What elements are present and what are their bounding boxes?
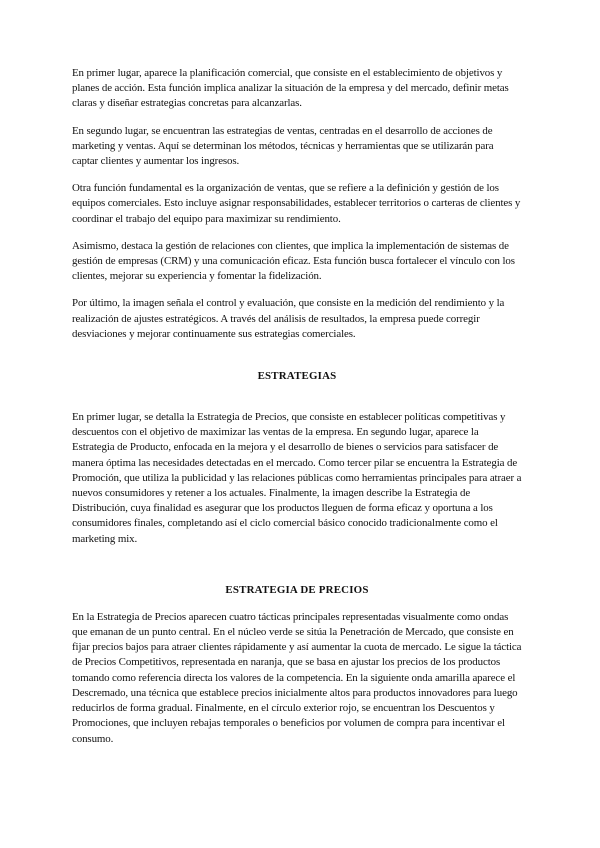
heading-estrategia-precios: ESTRATEGIA DE PRECIOS — [225, 583, 369, 596]
paragraph-gestion-clientes: Asimismo, destaca la gestión de relaciones con clientes, que implica la implementación de sistemas de gestión de empresas (CRM) y una comunicación eficaz. Esta función busca fortalecer el vínculo con los clientes, mejorar su experiencia y fomentar la fidelización. — [72, 239, 515, 283]
paragraph-estrategias-ventas: En segundo lugar, se encuentran las estrategias de ventas, centradas en el desarrollo de acciones de marketing y ventas. Aquí se determinan los métodos, técnicas y herramientas que se utilizarán para captar clientes y aumentar los ingresos. — [72, 124, 494, 168]
paragraph-estrategia-precios: En la Estrategia de Precios aparecen cuatro tácticas principales representadas visualmente como ondas que emanan de un punto central. En el núcleo verde se sitúa la Penetración de Mercado, que consiste en fijar precios bajos para atraer clientes rápidamente y así aumentar la cuota de mercado. Le sigue la táctica de Precios Competitivos, representada en naranja, que se basa en ajustar los precios de los productos tomando como referencia directa los valores de la competencia. En la siguiente onda amarilla aparece el Descremado, una técnica que establece precios inicialmente altos para productos innovadores para luego reducirlos de forma gradual. Finalmente, en el círculo exterior rojo, se encuentran los Descuentos y Promociones, que incluyen rebajas temporales o beneficios por volumen de compra para incentivar el consumo. — [72, 610, 522, 745]
paragraph-organizacion-ventas: Otra función fundamental es la organización de ventas, que se refiere a la definición y gestión de los equipos comerciales. Esto incluye asignar responsabilidades, establecer territorios o carteras de clientes y coordinar el trabajo del equipo para maximizar su rendimiento. — [72, 182, 521, 225]
heading-estrategias: ESTRATEGIAS — [257, 370, 337, 383]
paragraph-estrategias: En primer lugar, se detalla la Estrategia de Precios, que consiste en establecer políticas competitivas y descuentos con el objetivo de maximizar las ventas de la empresa. En segundo lugar, aparece la Estrategia de Producto, enfocada en la mejora y el desarrollo de bienes o servicios para satisfacer de manera óptima las necesidades detectadas en el mercado. Como tercer pilar se encuentra la Estrategia de Promoción, que utiliza la publicidad y las relaciones públicas como herramientas principales para atraer a nuevos consumidores y retener a los actuales. Finalmente, la imagen describe la Estrategia de Distribución, cuya finalidad es asegurar que los productos lleguen de forma eficaz y oportuna a los consumidores finales, completando así el ciclo comercial básico conocido tradicionalmente como el marketing mix. — [72, 411, 522, 545]
paragraph-control-evaluacion: Por último, la imagen señala el control y evaluación, que consiste en la medición del rendimiento y la realización de ajustes estratégicos. A través del análisis de resultados, la empresa puede corregir desviaciones y mejorar continuamente sus estrategias comerciales. — [72, 297, 505, 340]
paragraph-planificacion: En primer lugar, aparece la planificación comercial, que consiste en el establecimiento de objetivos y planes de acción. Esta función implica analizar la situación de la empresa y del mercado, definir metas claras y diseñar estrategias concretas para alcanzarlas. — [72, 67, 509, 110]
